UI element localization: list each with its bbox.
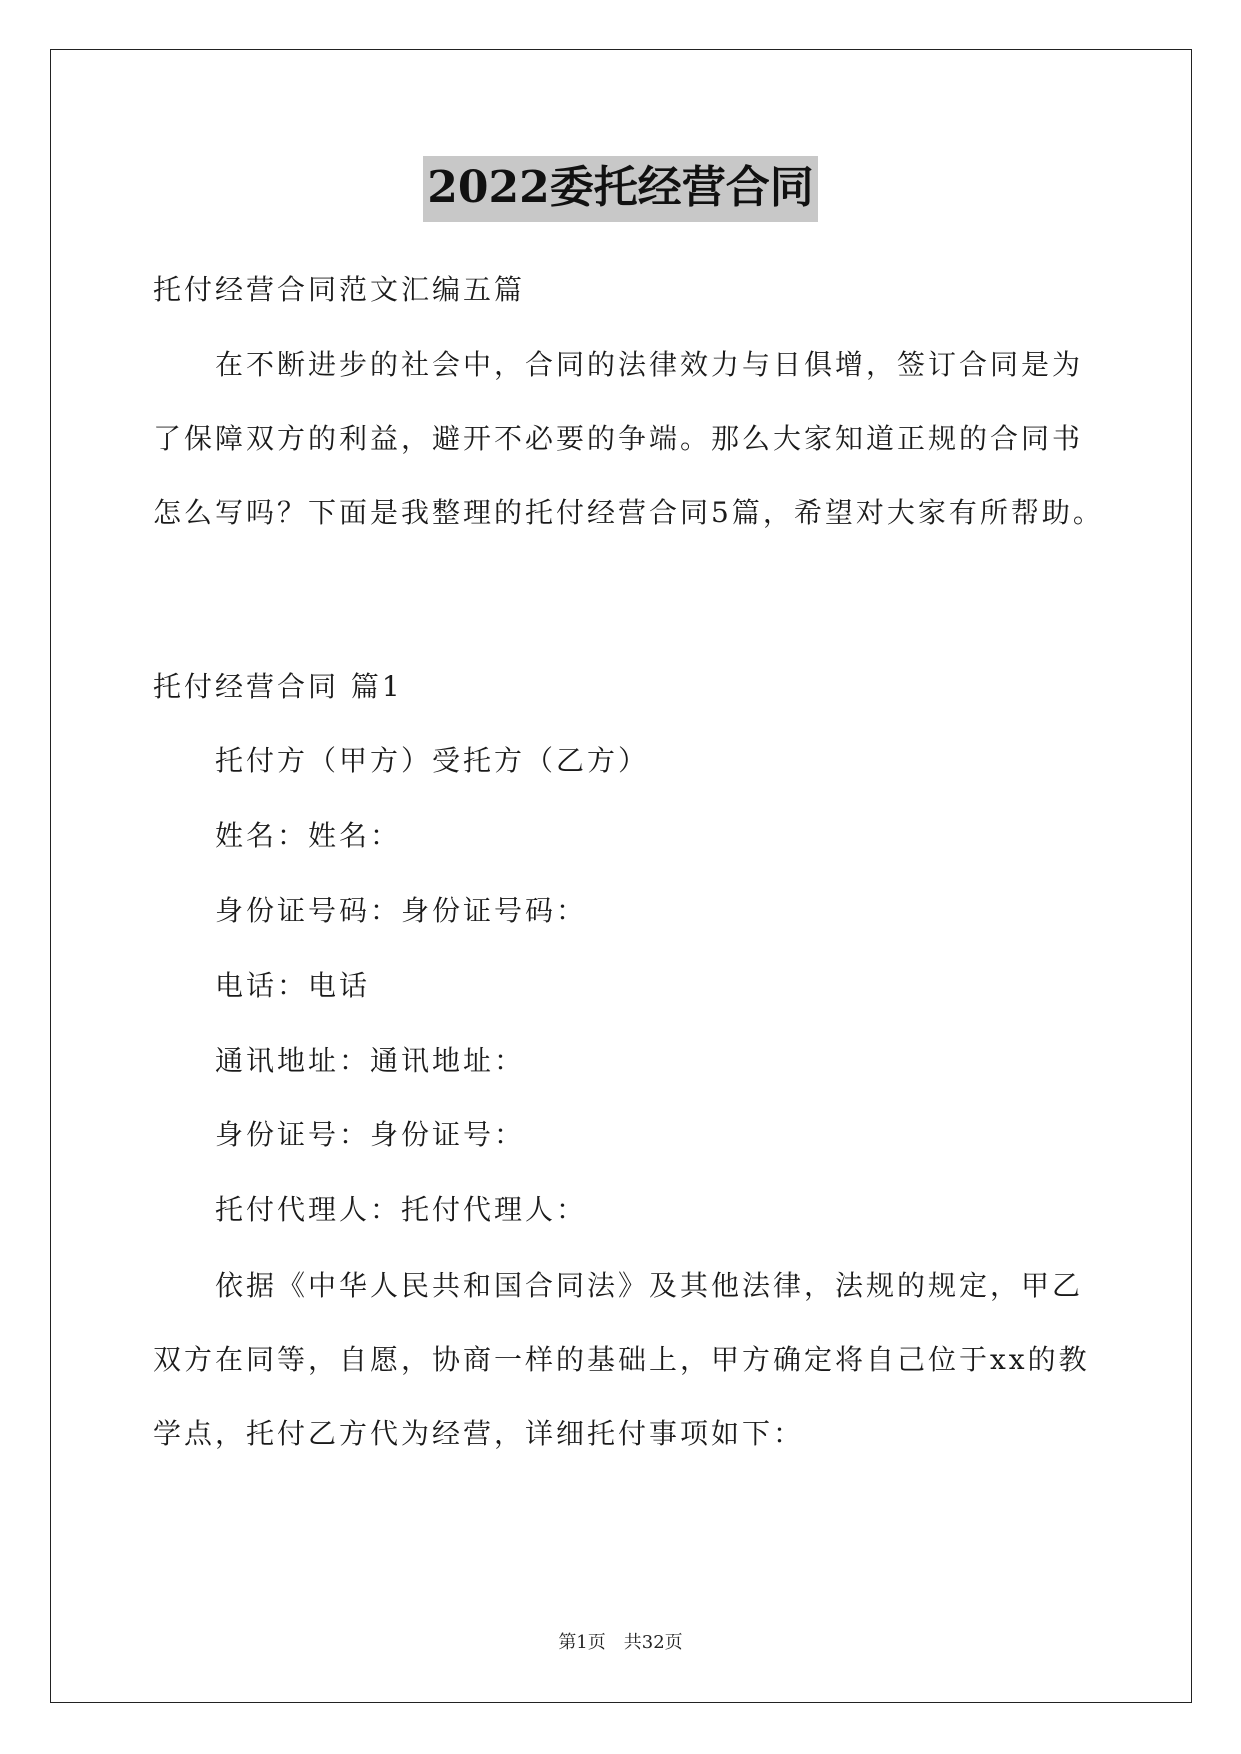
intro-line: 了保障双方的利益，避开不必要的争端。那么大家知道正规的合同书	[153, 422, 1084, 455]
section-heading: 托付经营合同 篇1	[153, 670, 403, 703]
field-line: 身份证号码：身份证号码：	[215, 894, 588, 927]
body-line: 双方在同等，自愿，协商一样的基础上，甲方确定将自己位于xx的教	[153, 1343, 1090, 1376]
field-line: 通讯地址：通讯地址：	[215, 1044, 526, 1077]
field-line: 身份证号：身份证号：	[215, 1118, 526, 1151]
intro-line: 怎么写吗？下面是我整理的托付经营合同5篇，希望对大家有所帮助。	[153, 496, 1104, 529]
page-number: 第1页 共32页	[558, 1632, 683, 1653]
title-container	[0, 156, 1241, 222]
document-subtitle: 托付经营合同范文汇编五篇	[153, 273, 526, 306]
field-line: 托付方（甲方）受托方（乙方）	[215, 744, 650, 777]
body-line: 学点，托付乙方代为经营，详细托付事项如下：	[153, 1417, 805, 1450]
body-line: 依据《中华人民共和国合同法》及其他法律，法规的规定，甲乙	[215, 1269, 1084, 1302]
field-line: 电话：电话	[215, 969, 371, 1002]
field-line: 姓名：姓名：	[215, 819, 402, 852]
field-line: 托付代理人：托付代理人：	[215, 1193, 588, 1226]
document-title: 2022委托经营合同	[423, 156, 817, 222]
intro-line: 在不断进步的社会中，合同的法律效力与日俱增，签订合同是为	[215, 348, 1084, 381]
